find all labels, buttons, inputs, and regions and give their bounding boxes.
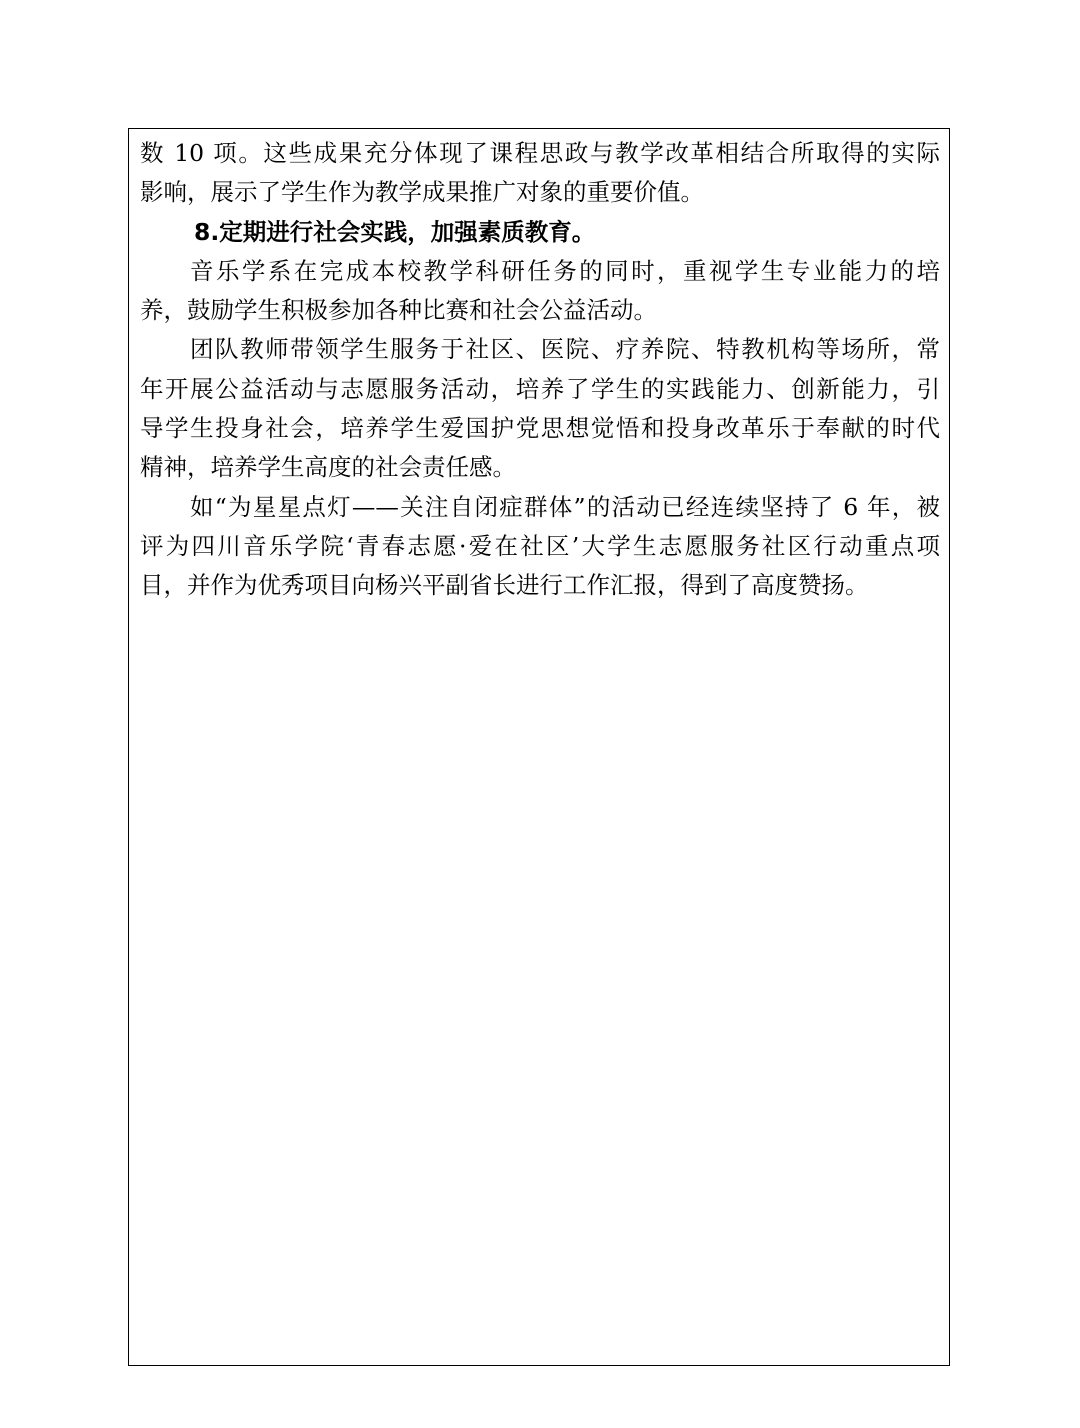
continuation-line-2: 影响，展示了学生作为教学成果推广对象的重要价值。 [140,178,704,207]
paragraph-3-line-1: 如“为星星点灯——关注自闭症群体”的活动已经连续坚持了 6 年，被 [190,492,940,521]
cell-content [140,134,940,606]
paragraph-1-line-2: 养，鼓励学生积极参加各种比赛和社会公益活动。 [140,296,657,325]
paragraph-2-line-3: 导学生投身社会，培养学生爱国护党思想觉悟和投身改革乐于奉献的时代 [140,414,940,443]
paragraph-3-line-3: 目，并作为优秀项目向杨兴平副省长进行工作汇报，得到了高度赞扬。 [140,571,869,600]
paragraph-2-line-1: 团队教师带领学生服务于社区、医院、疗养院、特教机构等场所，常 [190,335,940,364]
paragraph-2-line-4: 精神，培养学生高度的社会责任感。 [140,453,516,482]
paragraph-1-line-1: 音乐学系在完成本校教学科研任务的同时，重视学生专业能力的培 [190,256,940,285]
paragraph-2-line-2: 年开展公益活动与志愿服务活动，培养了学生的实践能力、创新能力，引 [140,374,940,403]
paragraph-3-line-2: 评为四川音乐学院‘青春志愿·爱在社区’大学生志愿服务社区行动重点项 [140,531,940,560]
continuation-line-1: 数 10 项。这些成果充分体现了课程思政与教学改革相结合所取得的实际 [140,139,940,167]
section-heading: 8.定期进行社会实践，加强素质教育。 [194,217,596,246]
